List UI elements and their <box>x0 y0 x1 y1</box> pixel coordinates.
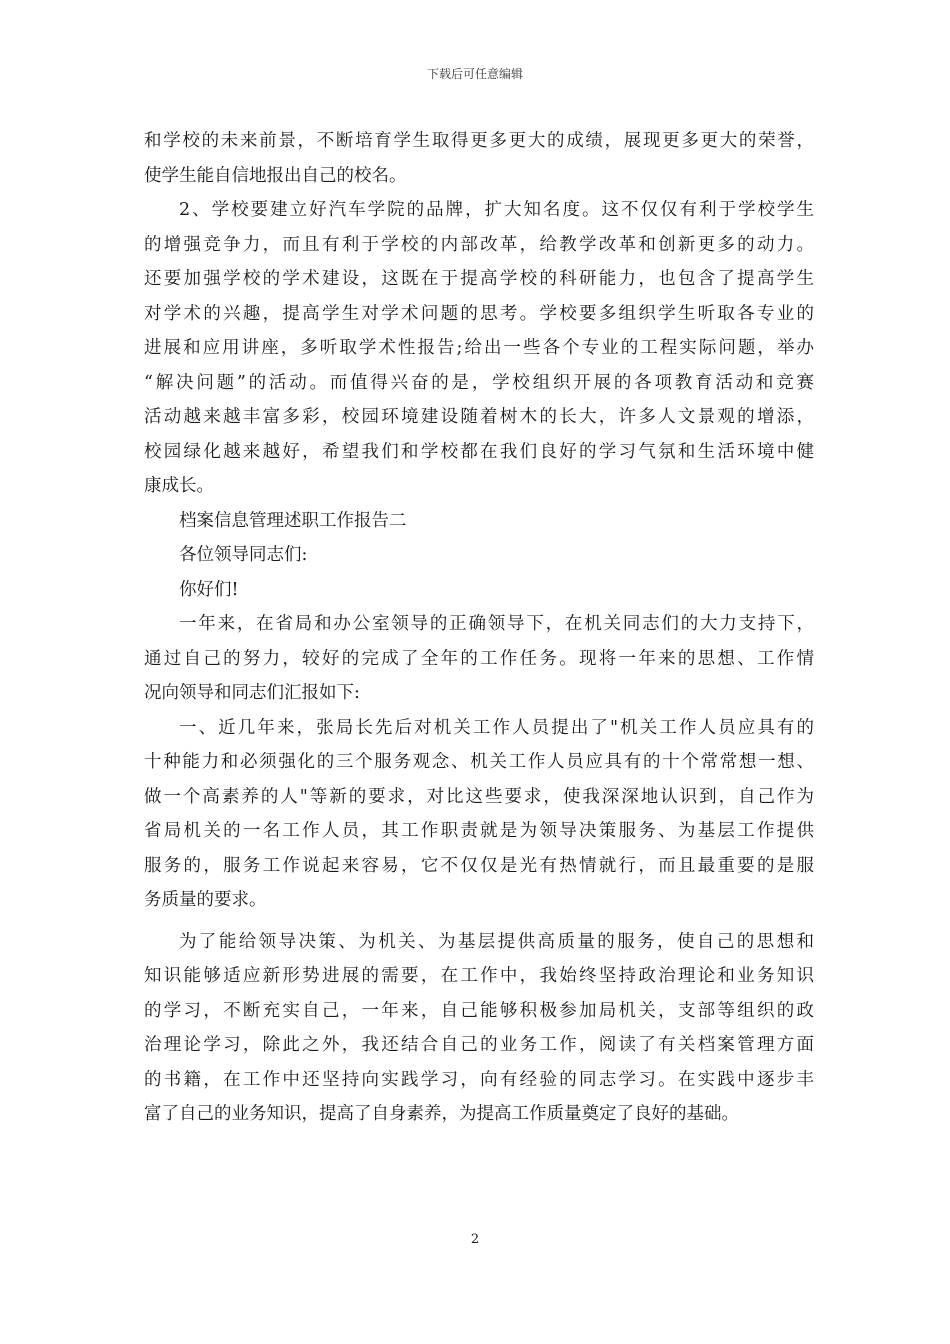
text-line: 活动越来越丰富多彩，校园环境建设随着树木的长大，许多人文景观的增添， <box>144 407 814 427</box>
text-line: 况向领导和同志们汇报如下: <box>144 683 360 703</box>
text-line: 校园绿化越来越好，希望我们和学校都在我们良好的学习气氛和生活环境中健 <box>144 441 814 462</box>
text-line: 的书籍，在工作中还坚持向实践学习，向有经验的同志学习。在实践中逐步丰 <box>144 1069 814 1090</box>
text-line: 为了能给领导决策、为机关、为基层提供高质量的服务，使自己的思想和 <box>179 931 814 952</box>
text-line: 2、学校要建立好汽车学院的品牌，扩大知名度。这不仅仅有利于学校学生 <box>179 200 814 220</box>
text-line: “解决问题”的活动。而值得兴奋的是，学校组织开展的各项教育活动和竞赛 <box>144 372 814 393</box>
text-line: 做一个高素养的人"等新的要求，对比这些要求，使我深深地认识到，自己作为 <box>144 786 814 807</box>
paragraph-gap <box>144 918 814 925</box>
text-line: 通过自己的努力，较好的完成了全年的工作任务。现将一年来的思想、工作情 <box>144 648 814 669</box>
document-body <box>144 124 814 1132</box>
text-line: 对学术的兴趣，提高学生对学术问题的思考。学校要多组织学生听取各专业的 <box>144 303 814 324</box>
text-line: 治理论学习，除此之外，我还结合自己的业务工作，阅读了有关档案管理方面 <box>144 1035 814 1055</box>
text-line: 十种能力和必须强化的三个服务观念、机关工作人员应具有的十个常常想一想、 <box>144 752 814 772</box>
text-line: 服务的，服务工作说起来容易，它不仅仅是光有热情就行，而且最重要的是服 <box>144 855 814 876</box>
text-line: 一年来，在省局和办公室领导的正确领导下，在机关同志们的大力支持下， <box>179 614 814 634</box>
text-line: 省局机关的一名工作人员，其工作职责就是为领导决策服务、为基层工作提供 <box>144 821 814 841</box>
text-line: 务质量的要求。 <box>144 890 267 910</box>
text-line: 的增强竞争力，而且有利于学校的内部改革，给教学改革和创新更多的动力。 <box>144 234 814 255</box>
text-line: 康成长。 <box>144 476 214 496</box>
text-line: 进展和应用讲座，多听取学术性报告;给出一些各个专业的工程实际问题，举办 <box>144 338 814 358</box>
text-line: 的学习，不断充实自己，一年来，自己能够积极参加局机关，支部等组织的政 <box>144 1000 814 1021</box>
page-number: 2 <box>470 1232 480 1247</box>
page-header: 下载后可任意编辑 <box>426 67 523 81</box>
section-title: 档案信息管理述职工作报告二 <box>179 510 407 531</box>
text-line: 知识能够适应新形势进展的需要，在工作中，我始终坚持政治理论和业务知识 <box>144 966 814 986</box>
text-line: 使学生能自信地报出自己的校名。 <box>144 165 407 186</box>
text-line: 和学校的未来前景，不断培育学生取得更多更大的成绩，展现更多更大的荣誉， <box>144 131 814 151</box>
text-line: 一、近几年来，张局长先后对机关工作人员提出了"机关工作人员应具有的 <box>179 717 814 738</box>
salutation: 各位领导同志们: <box>179 545 308 565</box>
text-line: 还要加强学校的学术建设，这既在于提高学校的科研能力，也包含了提高学生 <box>144 269 814 289</box>
greeting: 你好们! <box>179 579 239 600</box>
text-line: 富了自己的业务知识，提高了自身素养，为提高工作质量奠定了良好的基础。 <box>144 1104 739 1124</box>
